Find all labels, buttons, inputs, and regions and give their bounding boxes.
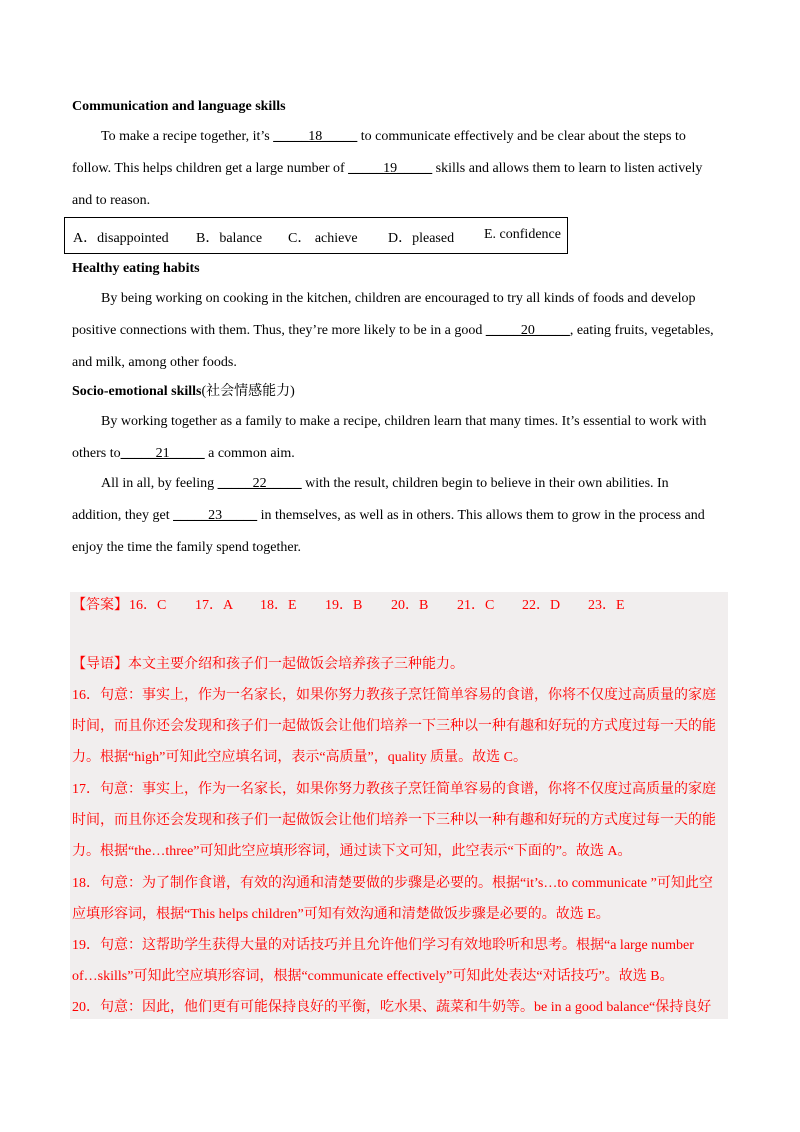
answer-21: 21．C — [457, 598, 495, 613]
answer-label: 【答案】 — [72, 598, 128, 613]
explanation-line: 19．句意：这帮助学生获得大量的对话技巧并且允许他们学习有效地聆听和思考。根据“a large number — [72, 938, 694, 953]
answer-key — [72, 597, 625, 615]
explanation-line: 时间，而且你还会发现和孩子们一起做饭会让他们培养一下三种以一种有趣和好玩的方式度过每一天的能 — [72, 813, 716, 828]
explanation-line: 17．句意：事实上，作为一名家长，如果你努力教孩子烹饪简单容易的食谱，你将不仅度过高质量的家庭 — [72, 782, 716, 797]
blank-22: _____22_____ — [217, 476, 302, 491]
text: addition, they get — [72, 508, 174, 523]
explanation-line: 力。根据“the…three”可知此空应填形容词，通过读下文可知，此空表示“下面的”。故选 A。 — [72, 844, 632, 859]
explanation-line: of…skills”可知此空应填形容词，根据“communicate effectively”可知此处表达“对话技巧”。故选 B。 — [72, 969, 674, 984]
text: , eating fruits, vegetables, — [569, 323, 714, 338]
text: in themselves, as well as in others. This allows them to grow in the process and — [257, 508, 705, 523]
guide-label: 【导语】 — [72, 657, 128, 672]
text: to communicate effectively and be clear about the steps to — [357, 129, 686, 144]
paragraph-line: and to reason. — [72, 193, 151, 208]
answer-19: 19．B — [325, 598, 363, 613]
explanation-line: 20．句意：因此，他们更有可能保持良好的平衡，吃水果、蔬菜和牛奶等。be in a good balance“保持良好 — [72, 1000, 712, 1015]
option-a: A．disappointed — [73, 231, 169, 246]
answer-16: 16．C — [129, 598, 167, 613]
explanation-line: 16．句意：事实上，作为一名家长，如果你努力教孩子烹饪简单容易的食谱，你将不仅度过高质量的家庭 — [72, 688, 716, 703]
paragraph-line — [72, 445, 295, 463]
answer-18: 18．E — [260, 598, 297, 613]
paragraph-line — [72, 507, 705, 525]
answer-17: 17．A — [195, 598, 234, 613]
section-heading-communication: Communication and language skills — [72, 99, 286, 114]
explanation-line: 时间，而且你还会发现和孩子们一起做饭会让他们培养一下三种以一种有趣和好玩的方式度过每一天的能 — [72, 719, 716, 734]
paragraph-line — [101, 128, 686, 146]
guide-text: 本文主要介绍和孩子们一起做饭会培养孩子三种能力。 — [128, 657, 464, 672]
paragraph-line: By working together as a family to make a recipe, children learn that many times. It’s essential to work with — [101, 414, 707, 429]
answer-22: 22．D — [522, 598, 561, 613]
text: skills and allows them to learn to listen actively — [432, 161, 703, 176]
text: positive connections with them. Thus, they’re more likely to be in a good — [72, 323, 486, 338]
text: with the result, children begin to believe in their own abilities. In — [301, 476, 669, 491]
answer-23: 23．E — [588, 598, 625, 613]
text: To make a recipe together, it’s — [101, 129, 274, 144]
explanation-line: 力。根据“high”可知此空应填名词，表示“高质量”，quality 质量。故选 C。 — [72, 750, 527, 765]
option-d: D．pleased — [388, 231, 455, 246]
guide-line — [72, 656, 464, 674]
blank-23: _____23_____ — [173, 508, 258, 523]
explanation-line: 18．句意：为了制作食谱，有效的沟通和清楚要做的步骤是必要的。根据“it’s…to communicate ”可知此空 — [72, 876, 713, 891]
answer-20: 20．B — [391, 598, 429, 613]
blank-18: _____18_____ — [273, 129, 358, 144]
text: follow. This helps children get a large number of — [72, 161, 349, 176]
paragraph-line: and milk, among other foods. — [72, 355, 237, 370]
options-box — [64, 217, 568, 254]
section-heading-socio-emotional — [72, 383, 295, 401]
text: others to — [72, 446, 121, 461]
blank-20: _____20_____ — [485, 323, 570, 338]
paragraph-line — [72, 160, 702, 178]
explanation-line: 应填形容词，根据“This helps children”可知有效沟通和清楚做饭步骤是必要的。故选 E。 — [72, 907, 610, 922]
option-b: B．balance — [196, 231, 263, 246]
option-e: E. confidence — [484, 227, 561, 242]
text: All in all, by feeling — [101, 476, 218, 491]
blank-21: _____21_____ — [120, 446, 205, 461]
section-heading-healthy-eating: Healthy eating habits — [72, 261, 200, 276]
text: a common aim. — [204, 446, 295, 461]
blank-19: _____19_____ — [348, 161, 433, 176]
option-c: C． achieve — [288, 231, 358, 246]
paragraph-line: enjoy the time the family spend together. — [72, 540, 301, 555]
heading-text: Socio-emotional skills — [72, 384, 202, 399]
paragraph-line — [101, 475, 669, 493]
heading-chinese: (社会情感能力) — [201, 384, 295, 399]
paragraph-line: By being working on cooking in the kitchen, children are encouraged to try all kinds of foods and develop — [101, 291, 696, 306]
paragraph-line — [72, 322, 714, 340]
